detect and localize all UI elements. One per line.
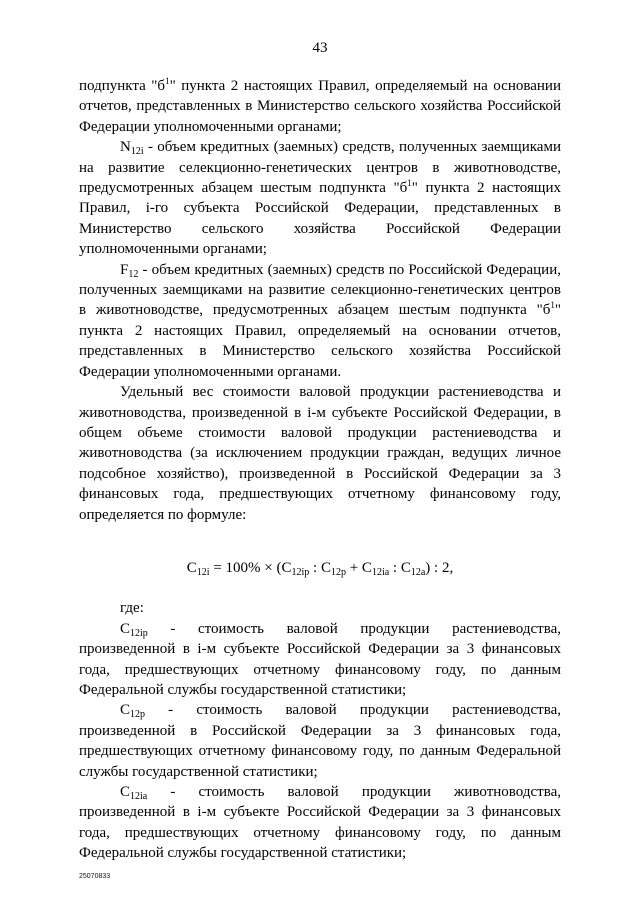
superscript: 1 xyxy=(550,300,555,311)
paragraph-c12p xyxy=(79,700,561,782)
where-label: где: xyxy=(120,600,144,617)
text-run: - объем кредитных (заемных) средств, полученных заемщиками на развитие селекционно-генетических центров в животноводстве, предусмотренных абзацем шестым подпункта "б xyxy=(79,139,561,197)
document-code: 25070833 xyxy=(79,873,111,880)
formula xyxy=(79,558,561,578)
subscript: 12i xyxy=(130,146,144,158)
text-run: - стоимость валовой продукции растениеводства, произведенной в Российской Федерации за 3 финансовых года, предшествующих отчетному финансовому году, по данным Федеральной службы государственной статистики; xyxy=(79,702,561,780)
symbol: N xyxy=(120,139,131,156)
subscript: 12p xyxy=(130,709,146,721)
paragraph-continuation xyxy=(79,76,561,137)
formula-part: ) : 2, xyxy=(425,559,454,576)
formula-subscript: 12ia xyxy=(371,566,390,578)
formula-part: C xyxy=(186,559,197,576)
text-run: " пункта 2 настоящих Правил, i-го субъекта Российской Федерации, представленных в Министерство сельского хозяйства Российской Федерации уполномоченными органами; xyxy=(79,180,561,258)
paragraph-definition: Удельный вес стоимости валовой продукции растениеводства и животноводства, произведенной в i-м субъекте Российской Федерации, в общем объеме стоимости валовой продукции растениеводства и животноводства (за исключением продукции граждан, ведущих личное подсобное хозяйство), произведенной в Российской Федерации за 3 финансовых года, предшествующих отчетному финансовому году, определяется по формуле: xyxy=(79,384,561,523)
text-run: " пункта 2 настоящих Правил, определяемый на основании отчетов, представленных в Министерство сельского хозяйства Российской Федерации уполномоченными органами; xyxy=(79,78,561,135)
paragraph-f12 xyxy=(79,260,561,382)
formula-part: = 100% × (C xyxy=(209,559,292,576)
formula-part: + C xyxy=(345,559,372,576)
symbol: C xyxy=(120,784,131,800)
symbol: C xyxy=(120,702,131,719)
formula-part: : C xyxy=(309,559,331,576)
paragraph-n12i xyxy=(79,137,561,259)
formula-part: : C xyxy=(389,559,411,576)
subscript: 12ia xyxy=(130,791,148,802)
symbol: C xyxy=(120,620,131,637)
document-body xyxy=(79,76,561,864)
formula-subscript: 12ip xyxy=(291,566,310,578)
formula-subscript: 12a xyxy=(410,566,426,578)
paragraph-c12ip xyxy=(79,619,561,701)
formula-subscript: 12i xyxy=(196,566,210,578)
text-run: подпункта "б xyxy=(79,78,166,94)
subscript: 12 xyxy=(128,268,139,280)
superscript: 1 xyxy=(407,178,412,189)
symbol: F xyxy=(120,261,129,278)
formula-subscript: 12p xyxy=(330,566,346,578)
text-run: - стоимость валовой продукции животноводства, произведенной в i-м субъекте Российской Федерации за 3 финансовых года, предшествующих отчетному финансовому году, по данным Федеральной службы государственной статистики; xyxy=(79,784,561,862)
subscript: 12ip xyxy=(130,627,148,639)
text-run: - стоимость валовой продукции растениеводства, произведенной в i-м субъекте Российской Федерации за 3 финансовых года, предшествующих отчетному финансовому году, по данным Федеральной службы государственной статистики; xyxy=(79,620,561,698)
superscript: 1 xyxy=(165,76,170,86)
text-run: " пункта 2 настоящих Правил, определяемый на основании отчетов, представленных в Министерство сельского хозяйства Российской Федерации уполномоченными органами. xyxy=(79,302,561,380)
text-run: - объем кредитных (заемных) средств по Российской Федерации, полученных заемщиками на развитие селекционно-генетических центров в животноводстве, предусмотренных абзацем шестым подпункта "б xyxy=(79,261,561,319)
paragraph-c12ia xyxy=(79,782,561,864)
page-number: 43 xyxy=(312,40,328,56)
